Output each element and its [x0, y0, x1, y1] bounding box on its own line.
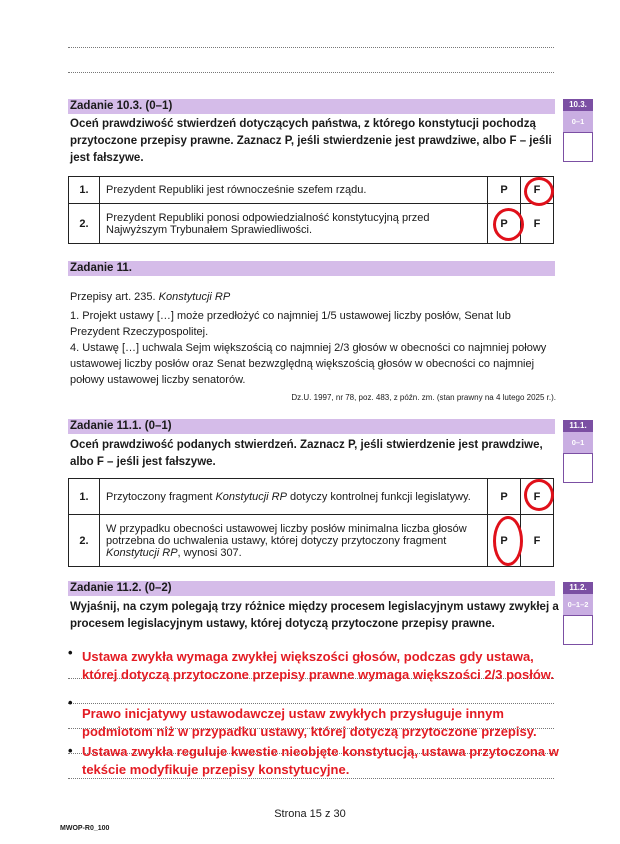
answer-line: [68, 72, 554, 73]
page-number: Strona 15 z 30: [274, 808, 346, 820]
option-f[interactable]: F: [521, 177, 554, 204]
bullet-glyph: •: [68, 695, 73, 710]
option-p[interactable]: P: [488, 204, 521, 244]
statement-text: Prezydent Republiki jest równocześnie szefem rządu.: [100, 177, 488, 204]
option-p[interactable]: P: [488, 479, 521, 515]
table-row: [69, 515, 554, 567]
task-11-paragraph-4: 4. Ustawę […] uchwala Sejm większością co najmniej 2/3 głosów w obecności co najmniej połowy ustawowej liczby posłów oraz Senat bezwzględną większością głosów w obecności co najmniej połowy ustawowej liczby senatorów.: [70, 342, 547, 386]
task-10-3-table: [68, 176, 554, 244]
task-11-2-instruction: Wyjaśnij, na czym polegają trzy różnice między procesem legislacyjnym ustawy zwykłej a procesem legislacyjnym ustawy, której dotyczą przytoczone przepisy prawne.: [70, 601, 559, 630]
score-entry-field[interactable]: [563, 615, 593, 645]
score-box-10-3: [563, 99, 593, 162]
task-11-1-table: [68, 478, 554, 567]
statement-part: Przytoczony fragment: [106, 490, 216, 503]
task-11-2-title: Zadanie 11.2. (0–2): [68, 581, 555, 596]
statement-italic: Konstytucji RP: [106, 546, 178, 559]
source-citation: Dz.U. 1997, nr 78, poz. 483, z późn. zm. (stan prawny na 4 lutego 2025 r.).: [291, 393, 556, 402]
score-box-points: 0–1–2: [563, 594, 593, 615]
option-f[interactable]: F: [521, 204, 554, 244]
score-box-label: 11.1.: [563, 420, 593, 432]
row-number: 1.: [69, 479, 100, 515]
answer-circle-mark: [524, 479, 554, 511]
handwritten-answer: Ustawa zwykła reguluje kwestie nieobjęte konstytucją, ustawa przytoczona w tekście modyfikuje przepisy konstytucyjne.: [82, 744, 559, 777]
task-10-3-title: Zadanie 10.3. (0–1): [68, 99, 555, 114]
answer-circle-mark: [493, 516, 523, 566]
statement-text: [100, 515, 488, 567]
handwritten-answer: Ustawa zwykła wymaga zwykłej większości głosów, podczas gdy ustawa, której dotyczą przytoczone przepisy prawne wymaga większości 2/3 posłów.: [82, 649, 554, 682]
statement-text: Prezydent Republiki ponosi odpowiedzialność konstytucyjną przed Najwyższym Trybunałem Sprawiedliwości.: [100, 204, 488, 244]
row-number: 1.: [69, 177, 100, 204]
statement-part: dotyczy kontrolnej funkcji legislatywy.: [286, 490, 471, 503]
score-box-points: 0–1: [563, 111, 593, 132]
answer-line: [68, 703, 554, 704]
statement-italic: Konstytucji RP: [215, 490, 287, 503]
table-row: [69, 177, 554, 204]
task-10-3-instruction: Oceń prawdziwość stwierdzeń dotyczących państwa, z którego konstytucji pochodzą przytoczone przepisy prawne. Zaznacz P, jeśli stwierdzenie jest prawdziwe, albo F – jeśli jest fałszywe.: [70, 118, 552, 164]
score-box-11-2: [563, 582, 593, 645]
document-code: MWOP-R0_100: [60, 825, 110, 832]
task-11-intro: [70, 289, 556, 305]
intro-prefix: Przepisy art. 235.: [70, 291, 159, 303]
option-f[interactable]: F: [521, 515, 554, 567]
task-11-title: Zadanie 11.: [68, 261, 555, 276]
statement-part: W przypadku obecności ustawowej liczby posłów minimalna liczba głosów potrzebna do uchwalenia ustawy, której dotyczy przytoczony fragment: [106, 522, 467, 547]
answer-circle-mark: [524, 177, 554, 206]
option-p[interactable]: P: [488, 177, 521, 204]
option-p[interactable]: P: [488, 515, 521, 567]
score-box-label: 10.3.: [563, 99, 593, 111]
score-entry-field[interactable]: [563, 453, 593, 483]
bullet-glyph: •: [68, 743, 73, 758]
row-number: 2.: [69, 204, 100, 244]
task-11-paragraph-1: 1. Projekt ustawy […] może przedłożyć co najmniej 1/5 ustawowej liczby posłów, Senat lub Prezydent Rzeczypospolitej.: [70, 310, 511, 338]
score-entry-field[interactable]: [563, 132, 593, 162]
task-11-1-instruction: Oceń prawdziwość podanych stwierdzeń. Zaznacz P, jeśli stwierdzenie jest prawdziwe, albo F – jeśli jest fałszywe.: [70, 439, 543, 468]
intro-italic: Konstytucji RP: [158, 291, 231, 303]
row-number: 2.: [69, 515, 100, 567]
table-row: [69, 204, 554, 244]
score-box-points: 0–1: [563, 432, 593, 453]
bullet-glyph: •: [68, 645, 73, 660]
option-f[interactable]: F: [521, 479, 554, 515]
statement-text: [100, 479, 488, 515]
table-row: [69, 479, 554, 515]
answer-circle-mark: [493, 208, 524, 241]
handwritten-answer: Prawo inicjatywy ustawodawczej ustaw zwykłych przysługuje innym podmiotom niż w przypadku ustawy, której dotyczą przytoczone przepisy.: [82, 706, 537, 739]
answer-line: [68, 47, 554, 48]
score-box-label: 11.2.: [563, 582, 593, 594]
score-box-11-1: [563, 420, 593, 483]
task-11-1-title: Zadanie 11.1. (0–1): [68, 419, 555, 434]
statement-part: , wynosi 307.: [177, 546, 242, 559]
